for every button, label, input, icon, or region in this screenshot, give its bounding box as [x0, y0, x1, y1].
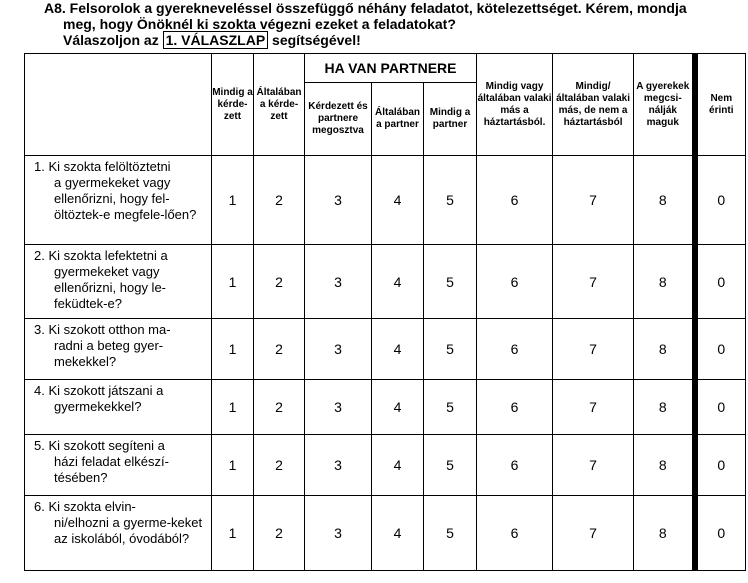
code-6[interactable]: 6	[477, 380, 553, 435]
question-column-header	[25, 54, 212, 156]
code-3[interactable]: 3	[305, 496, 372, 571]
code-5[interactable]: 5	[424, 245, 477, 319]
code-7[interactable]: 7	[553, 245, 634, 319]
code-0[interactable]: 0	[695, 156, 746, 245]
code-0[interactable]: 0	[695, 319, 746, 380]
code-6[interactable]: 6	[477, 156, 553, 245]
code-5[interactable]: 5	[424, 319, 477, 380]
code-5[interactable]: 5	[424, 435, 477, 496]
instruction-text: Válaszoljon az	[63, 32, 163, 48]
question-first-line: 5. Ki szokott segíteni a	[34, 438, 165, 453]
code-4[interactable]: 4	[372, 496, 424, 571]
question-first-line: 2. Ki szokta lefektetni a	[34, 248, 168, 263]
question-text	[25, 496, 212, 571]
question-header	[44, 0, 744, 48]
code-1[interactable]: 1	[212, 496, 254, 571]
code-8[interactable]: 8	[634, 156, 695, 245]
question-continuation: a gyermekeket vagy ellenőrizni, hogy fel-öltöztek-e megfele-lően?	[54, 175, 197, 222]
code-2[interactable]: 2	[254, 156, 305, 245]
code-1[interactable]: 1	[212, 380, 254, 435]
code-5[interactable]: 5	[424, 496, 477, 571]
code-3[interactable]: 3	[305, 156, 372, 245]
table-row	[25, 435, 746, 496]
table-row	[25, 319, 746, 380]
table-row	[25, 496, 746, 571]
code-5[interactable]: 5	[424, 380, 477, 435]
question-continuation: gyermekekkel?	[54, 399, 142, 414]
question-first-line: 3. Ki szokott otthon ma-	[34, 322, 171, 337]
code-7[interactable]: 7	[553, 156, 634, 245]
question-continuation: házi feladat elkészí-tésében?	[54, 454, 169, 485]
code-6[interactable]: 6	[477, 319, 553, 380]
code-4[interactable]: 4	[372, 435, 424, 496]
code-3[interactable]: 3	[305, 319, 372, 380]
question-line-1: A8. Felsorolok a gyerekneveléssel összefüggő néhány feladatot, kötelezettséget. Kérem, mondja	[44, 0, 687, 16]
code-7[interactable]: 7	[553, 319, 634, 380]
code-4[interactable]: 4	[372, 380, 424, 435]
question-text	[25, 380, 212, 435]
code-7[interactable]: 7	[553, 496, 634, 571]
col-header-shared: Kérdezett és partnere megosztva	[305, 83, 372, 156]
col-header-usually-respondent: Általában a kérde-zett	[254, 54, 305, 156]
question-first-line: 4. Ki szokott játszani a	[34, 383, 164, 398]
table-row	[25, 156, 746, 245]
col-header-always-respondent: Mindig a kérde-zett	[212, 54, 254, 156]
code-2[interactable]: 2	[254, 245, 305, 319]
col-header-always-partner: Mindig a partner	[424, 83, 477, 156]
table-row	[25, 245, 746, 319]
code-1[interactable]: 1	[212, 245, 254, 319]
code-2[interactable]: 2	[254, 496, 305, 571]
code-4[interactable]: 4	[372, 156, 424, 245]
code-8[interactable]: 8	[634, 319, 695, 380]
answer-sheet-reference: 1. VÁLASZLAP	[163, 31, 269, 49]
code-3[interactable]: 3	[305, 245, 372, 319]
question-continuation: gyermekeket vagy ellenőrizni, hogy le-feküdtek-e?	[54, 264, 167, 311]
code-8[interactable]: 8	[634, 435, 695, 496]
question-continuation: ni/elhozni a gyerme-keket az iskolából, óvodából?	[54, 515, 203, 546]
code-1[interactable]: 1	[212, 156, 254, 245]
code-7[interactable]: 7	[553, 380, 634, 435]
question-text	[25, 245, 212, 319]
instruction-suffix: segítségével!	[268, 32, 361, 48]
question-first-line: 1. Ki szokta felöltöztetni	[34, 159, 171, 174]
code-0[interactable]: 0	[695, 496, 746, 571]
question-line-2: meg, hogy Önöknél ki szokta végezni ezeket a feladatokat?	[63, 16, 456, 32]
code-5[interactable]: 5	[424, 156, 477, 245]
question-line-3	[44, 32, 744, 48]
code-1[interactable]: 1	[212, 319, 254, 380]
question-continuation: radni a beteg gyer-mekekkel?	[54, 338, 164, 369]
code-0[interactable]: 0	[695, 380, 746, 435]
code-6[interactable]: 6	[477, 496, 553, 571]
code-0[interactable]: 0	[695, 435, 746, 496]
code-8[interactable]: 8	[634, 380, 695, 435]
question-text	[25, 319, 212, 380]
answer-grid	[24, 53, 746, 571]
col-header-usually-partner: Általában a partner	[372, 83, 424, 156]
col-header-children-themselves: A gyerekek megcsi-nálják maguk	[634, 54, 695, 156]
code-0[interactable]: 0	[695, 245, 746, 319]
code-6[interactable]: 6	[477, 245, 553, 319]
question-first-line: 6. Ki szokta elvin-	[34, 499, 136, 514]
table-row	[25, 380, 746, 435]
code-4[interactable]: 4	[372, 245, 424, 319]
code-2[interactable]: 2	[254, 435, 305, 496]
code-3[interactable]: 3	[305, 380, 372, 435]
col-header-someone-in-household: Mindig vagy általában valaki más a háztartásból.	[477, 54, 553, 156]
code-1[interactable]: 1	[212, 435, 254, 496]
col-header-not-applicable: Nem érinti	[695, 54, 746, 156]
question-text	[25, 435, 212, 496]
code-6[interactable]: 6	[477, 435, 553, 496]
col-group-header-partner: HA VAN PARTNERE	[305, 54, 477, 83]
code-2[interactable]: 2	[254, 319, 305, 380]
code-4[interactable]: 4	[372, 319, 424, 380]
code-2[interactable]: 2	[254, 380, 305, 435]
code-8[interactable]: 8	[634, 496, 695, 571]
code-3[interactable]: 3	[305, 435, 372, 496]
question-text	[25, 156, 212, 245]
code-8[interactable]: 8	[634, 245, 695, 319]
code-7[interactable]: 7	[553, 435, 634, 496]
col-header-someone-outside-household: Mindig/ általában valaki más, de nem a háztartásból	[553, 54, 634, 156]
